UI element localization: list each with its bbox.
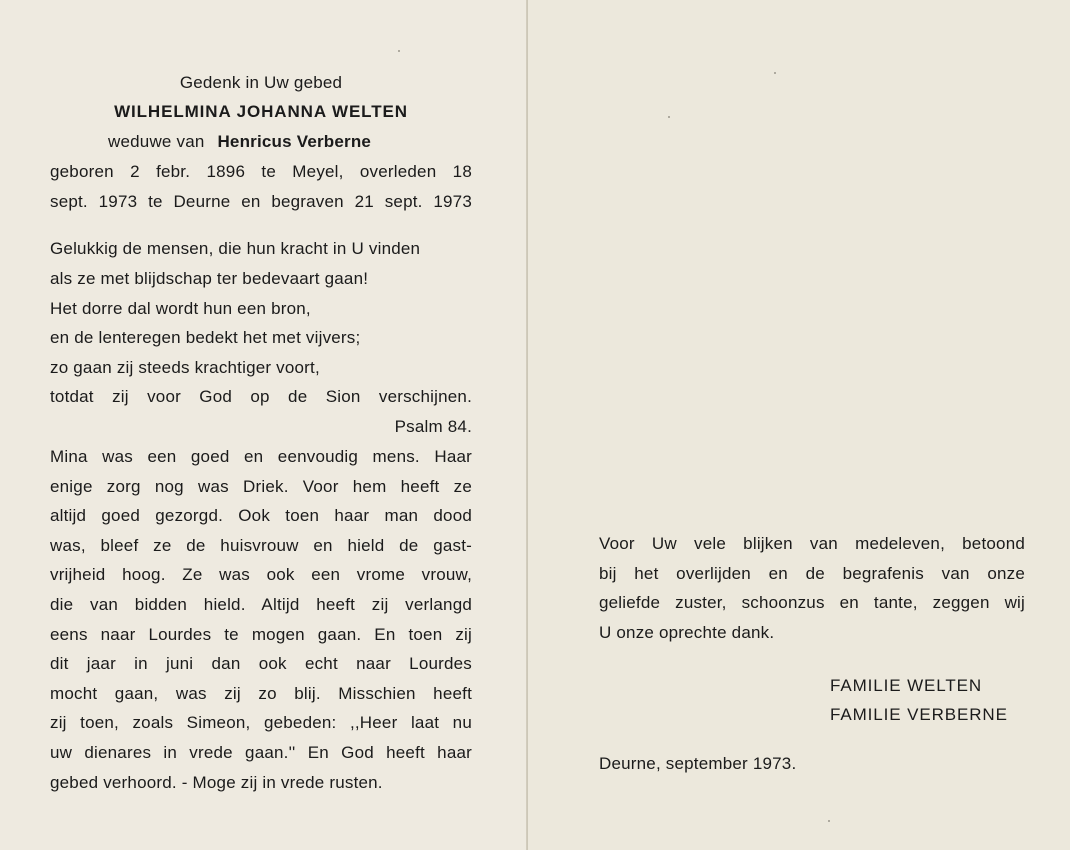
psalm-line: Gelukkig de mensen, die hun kracht in U vinden [50,239,421,258]
spouse-name: Henricus Verberne [217,132,372,151]
dates-line-1: geboren 2 febr. 1896 te Meyel, overleden 18 [50,162,472,181]
deceased-name: WILHELMINA JOHANNA WELTEN [114,102,408,121]
biography-line: zij toen, zoals Simeon, gebeden: ,,Heer laat nu [50,713,472,732]
thanks-line: bij het overlijden en de begrafenis van onze [599,564,1025,583]
right-page [528,0,1070,850]
intro-text: Gedenk in Uw gebed [179,73,343,92]
biography-line: die van bidden hield. Altijd heeft zij verlangd [50,595,472,614]
thanks-line: U onze oprechte dank. [599,623,775,642]
widow-prefix: weduwe van [108,132,205,151]
psalm-line: totdat zij voor God op de Sion verschijnen. [50,387,472,406]
biography-line: mocht gaan, was zij zo blij. Misschien heeft [50,684,472,703]
psalm-line: Het dorre dal wordt hun een bron, [50,299,311,318]
paper-speck [828,820,830,822]
left-page [0,0,526,850]
widow-line [108,131,418,153]
biography-line: gebed verhoord. - Moge zij in vrede rusten. [50,773,383,792]
signature-family-verberne: FAMILIE VERBERNE [830,705,1008,724]
biography-line: uw dienares in vrede gaan.'' En God heeft haar [50,743,472,762]
paper-speck [668,116,670,118]
biography-line: vrijheid hoog. Ze was ook een vrome vrouw, [50,565,472,584]
dates-line-2: sept. 1973 te Deurne en begraven 21 sept. 1973 [50,192,472,211]
biography-line: dit jaar in juni dan ook echt naar Lourdes [50,654,472,673]
psalm-line: als ze met blijdschap ter bedevaart gaan! [50,269,369,288]
signature-family-welten: FAMILIE WELTEN [830,676,983,695]
biography-line: altijd goed gezorgd. Ook toen haar man dood [50,506,472,525]
thanks-line: Voor Uw vele blijken van medeleven, betoond [599,534,1025,553]
biography-line: eens naar Lourdes te mogen gaan. En toen zij [50,625,472,644]
place-date: Deurne, september 1973. [599,754,797,773]
biography-line: enige zorg nog was Driek. Voor hem heeft ze [50,477,472,496]
biography-line: was, bleef ze de huisvrouw en hield de gast- [50,536,472,555]
biography-line: Mina was een goed en eenvoudig mens. Haar [50,447,472,466]
paper-speck [398,50,400,52]
psalm-line: zo gaan zij steeds krachtiger voort, [50,358,320,377]
paper-speck [774,72,776,74]
thanks-line: geliefde zuster, schoonzus en tante, zeggen wij [599,593,1025,612]
psalm-line: en de lenteregen bedekt het met vijvers; [50,328,361,347]
psalm-reference: Psalm 84. [394,417,472,436]
